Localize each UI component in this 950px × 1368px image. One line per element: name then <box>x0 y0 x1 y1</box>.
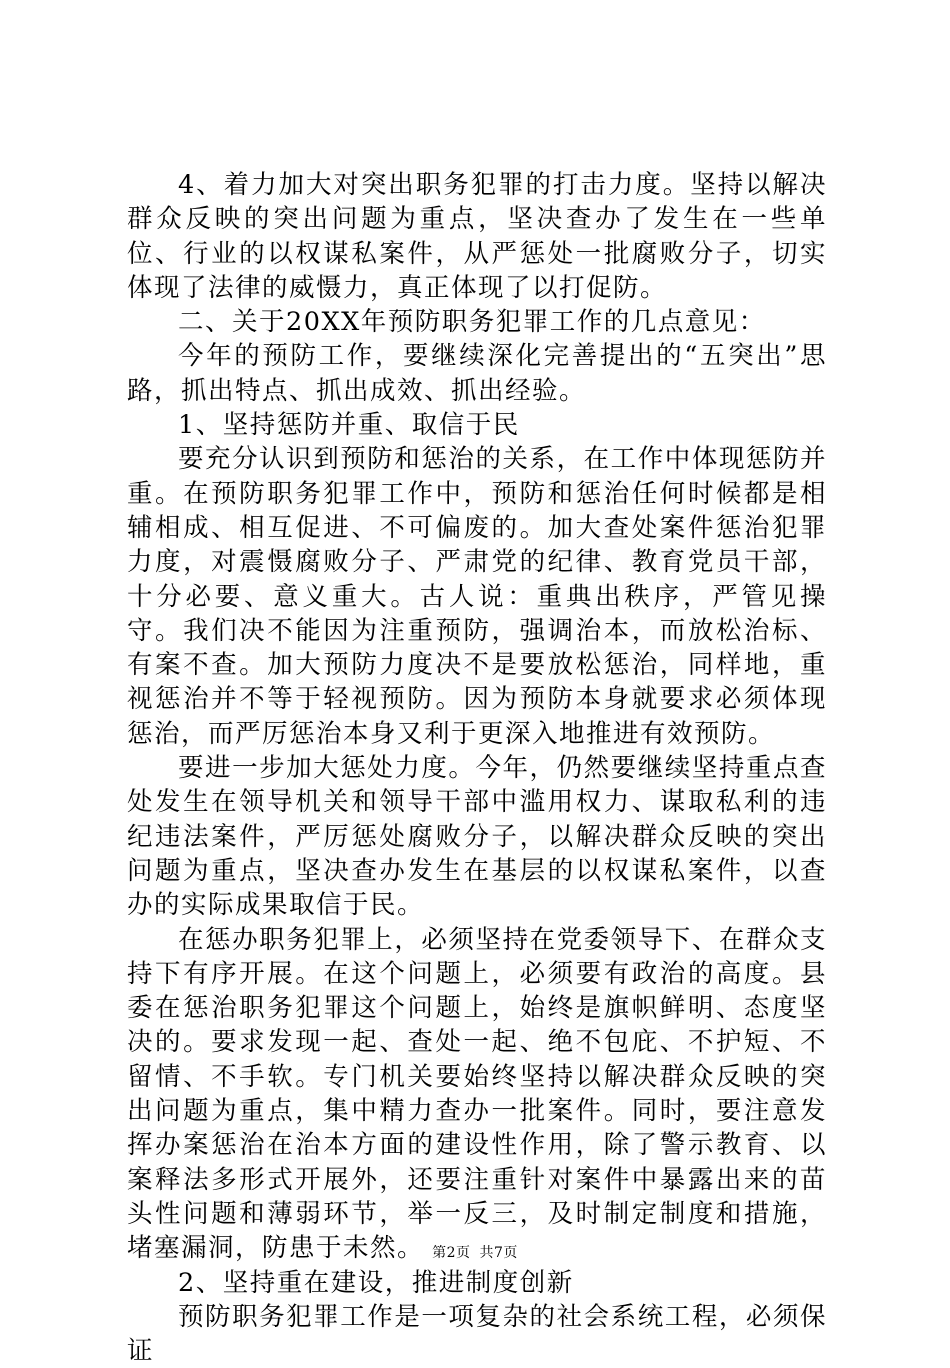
paragraph-intro: 今年的预防工作，要继续深化完善提出的“五突出”思路，抓出特点、抓出成效、抓出经验。 <box>127 341 827 406</box>
paragraph-item-4-strike: 4、着力加大对突出职务犯罪的打击力度。坚持以解决群众反映的突出问题为重点，坚决查办了发生在一些单位、行业的以权谋私案件，从严惩处一批腐败分子，切实体现了法律的威慑力，真正体现了以打促防。 <box>127 170 827 303</box>
paragraph-increase-punishment: 要进一步加大惩处力度。今年，仍然要继续坚持重点查处发生在领导机关和领导干部中滥用权力、谋取私利的违纪违法案件，严厉惩处腐败分子，以解决群众反映的突出问题为重点，坚决查办发生在基层的以权谋私案件，以查办的实际成果取信于民。 <box>127 753 827 921</box>
total-pages: 共7页 <box>479 1245 518 1261</box>
paragraph-system-project: 预防职务犯罪工作是一项复杂的社会系统工程，必须保证 <box>127 1301 827 1367</box>
paragraph-party-leadership: 在惩办职务犯罪上，必须坚持在党委领导下、在群众支持下有序开展。在这个问题上，必须要有政治的高度。县委在惩治职务犯罪这个问题上，始终是旗帜鲜明、态度坚决的。要求发现一起、查处一起、绝不包庇、不护短、不留情、不手软。专门机关要始终坚持以解决群众反映的突出问题为重点，集中精力查办一批案件。同时，要注意发挥办案惩治在治本方面的建设性作用，除了警示教育、以案释法多形式开展外，还要注重针对案件中暴露出来的苗头性问题和薄弱环节，举一反三，及时制定制度和措施，堵塞漏洞，防患于未然。 <box>127 924 827 1264</box>
document-body <box>127 168 827 1368</box>
section-heading-2: 二、关于20XX年预防职务犯罪工作的几点意见： <box>178 307 766 338</box>
subheading-1: 1、坚持惩防并重、取信于民 <box>178 410 520 441</box>
subheading-2: 2、坚持重在建设，推进制度创新 <box>178 1267 574 1298</box>
page-number: 第2页 <box>432 1245 471 1261</box>
paragraph-punish-prevent: 要充分认识到预防和惩治的关系，在工作中体现惩防并重。在预防职务犯罪工作中，预防和惩治任何时候都是相辅相成、相互促进、不可偏废的。加大查处案件惩治犯罪力度，对震慑腐败分子、严肃党的纪律、教育党员干部，十分必要、意义重大。古人说：重典出秩序，严管见操守。我们决不能因为注重预防，强调治本，而放松治标、有案不查。加大预防力度决不是要放松惩治，同样地，重视惩治并不等于轻视预防。因为预防本身就要求必须体现惩治，而严厉惩治本身又利于更深入地推进有效预防。 <box>127 444 827 749</box>
page-footer <box>0 1243 950 1263</box>
